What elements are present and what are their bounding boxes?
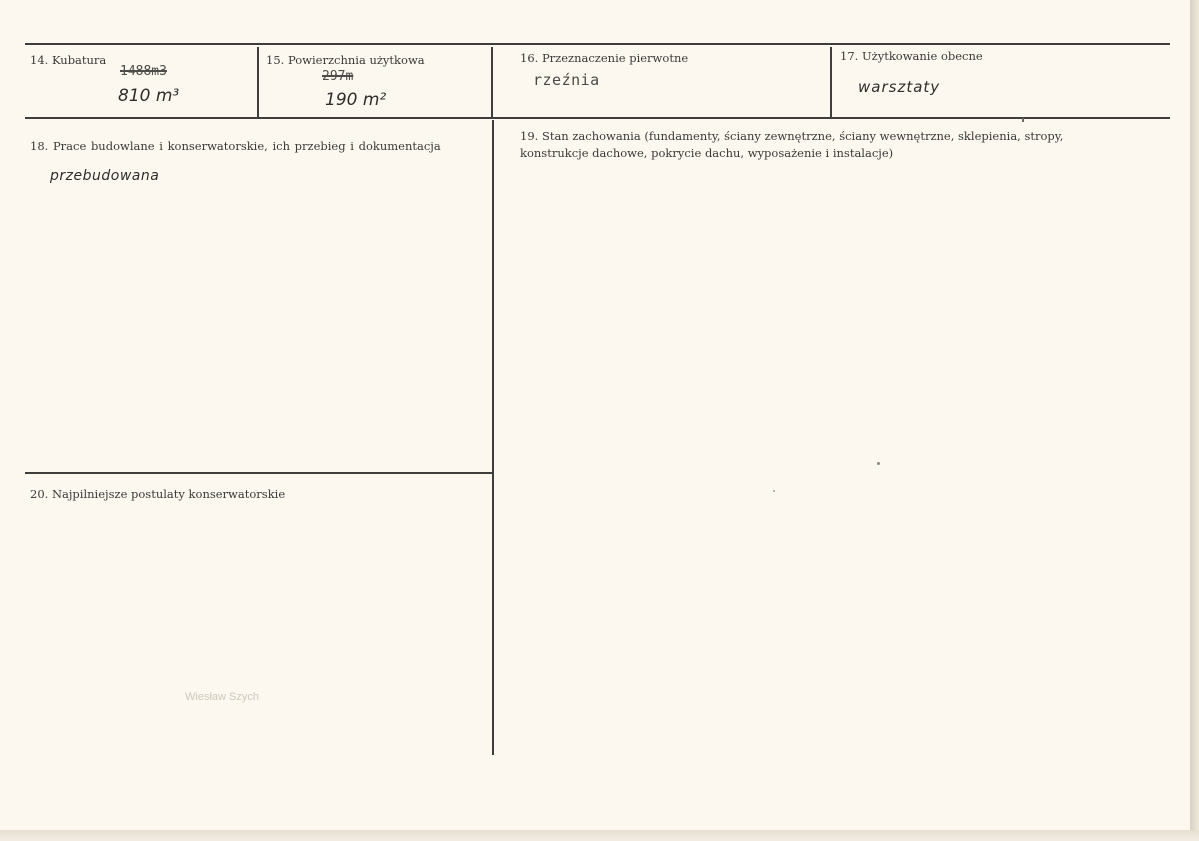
speck xyxy=(773,490,775,492)
top-rule xyxy=(25,43,1170,45)
row2-left-bottom-rule xyxy=(25,472,493,474)
field-17-handwritten-value: warsztaty xyxy=(858,78,941,96)
field-14-struck-value: 1488m3 xyxy=(120,64,167,79)
field-17-label: 17. Użytkowanie obecne xyxy=(840,49,983,63)
card-right-edge xyxy=(1190,0,1199,841)
speck xyxy=(1022,118,1024,122)
field-16-label: 16. Przeznaczenie pierwotne xyxy=(520,51,689,65)
field-19-label: 19. Stan zachowania (fundamenty, ściany zewnętrzne, ściany wewnętrzne, sklepienia, stropy, konstrukcje dachowe, pokrycie dachu, wyposażenie i instalacje) xyxy=(520,129,1064,160)
svg-text:Wiesław Szych: Wiesław Szych xyxy=(185,691,259,703)
row1-bottom-rule xyxy=(25,117,1170,119)
field-18-label: 18. Prace budowlane i konserwatorskie, ich przebieg i dokumentacja xyxy=(30,139,441,153)
field-14-handwritten-value: 810 m³ xyxy=(118,86,180,106)
field-14-label: 14. Kubatura xyxy=(30,53,107,67)
field-20-label: 20. Najpilniejsze postulaty konserwatorskie xyxy=(30,487,286,501)
field-16-typed-value: rzeźnia xyxy=(533,71,600,89)
divider-15-16 xyxy=(491,47,493,117)
field-15-handwritten-value: 190 m² xyxy=(325,90,387,110)
field-15-struck-value: 297m xyxy=(322,69,354,84)
card-bottom-edge xyxy=(0,830,1199,841)
faint-stamp xyxy=(185,688,295,707)
field-15-label: 15. Powierzchnia użytkowa xyxy=(266,53,425,67)
divider-left-right xyxy=(492,120,494,755)
divider-14-15 xyxy=(257,47,259,117)
speck xyxy=(877,462,880,465)
field-18-handwritten-value: przebudowana xyxy=(50,168,160,184)
divider-16-17 xyxy=(830,47,832,117)
